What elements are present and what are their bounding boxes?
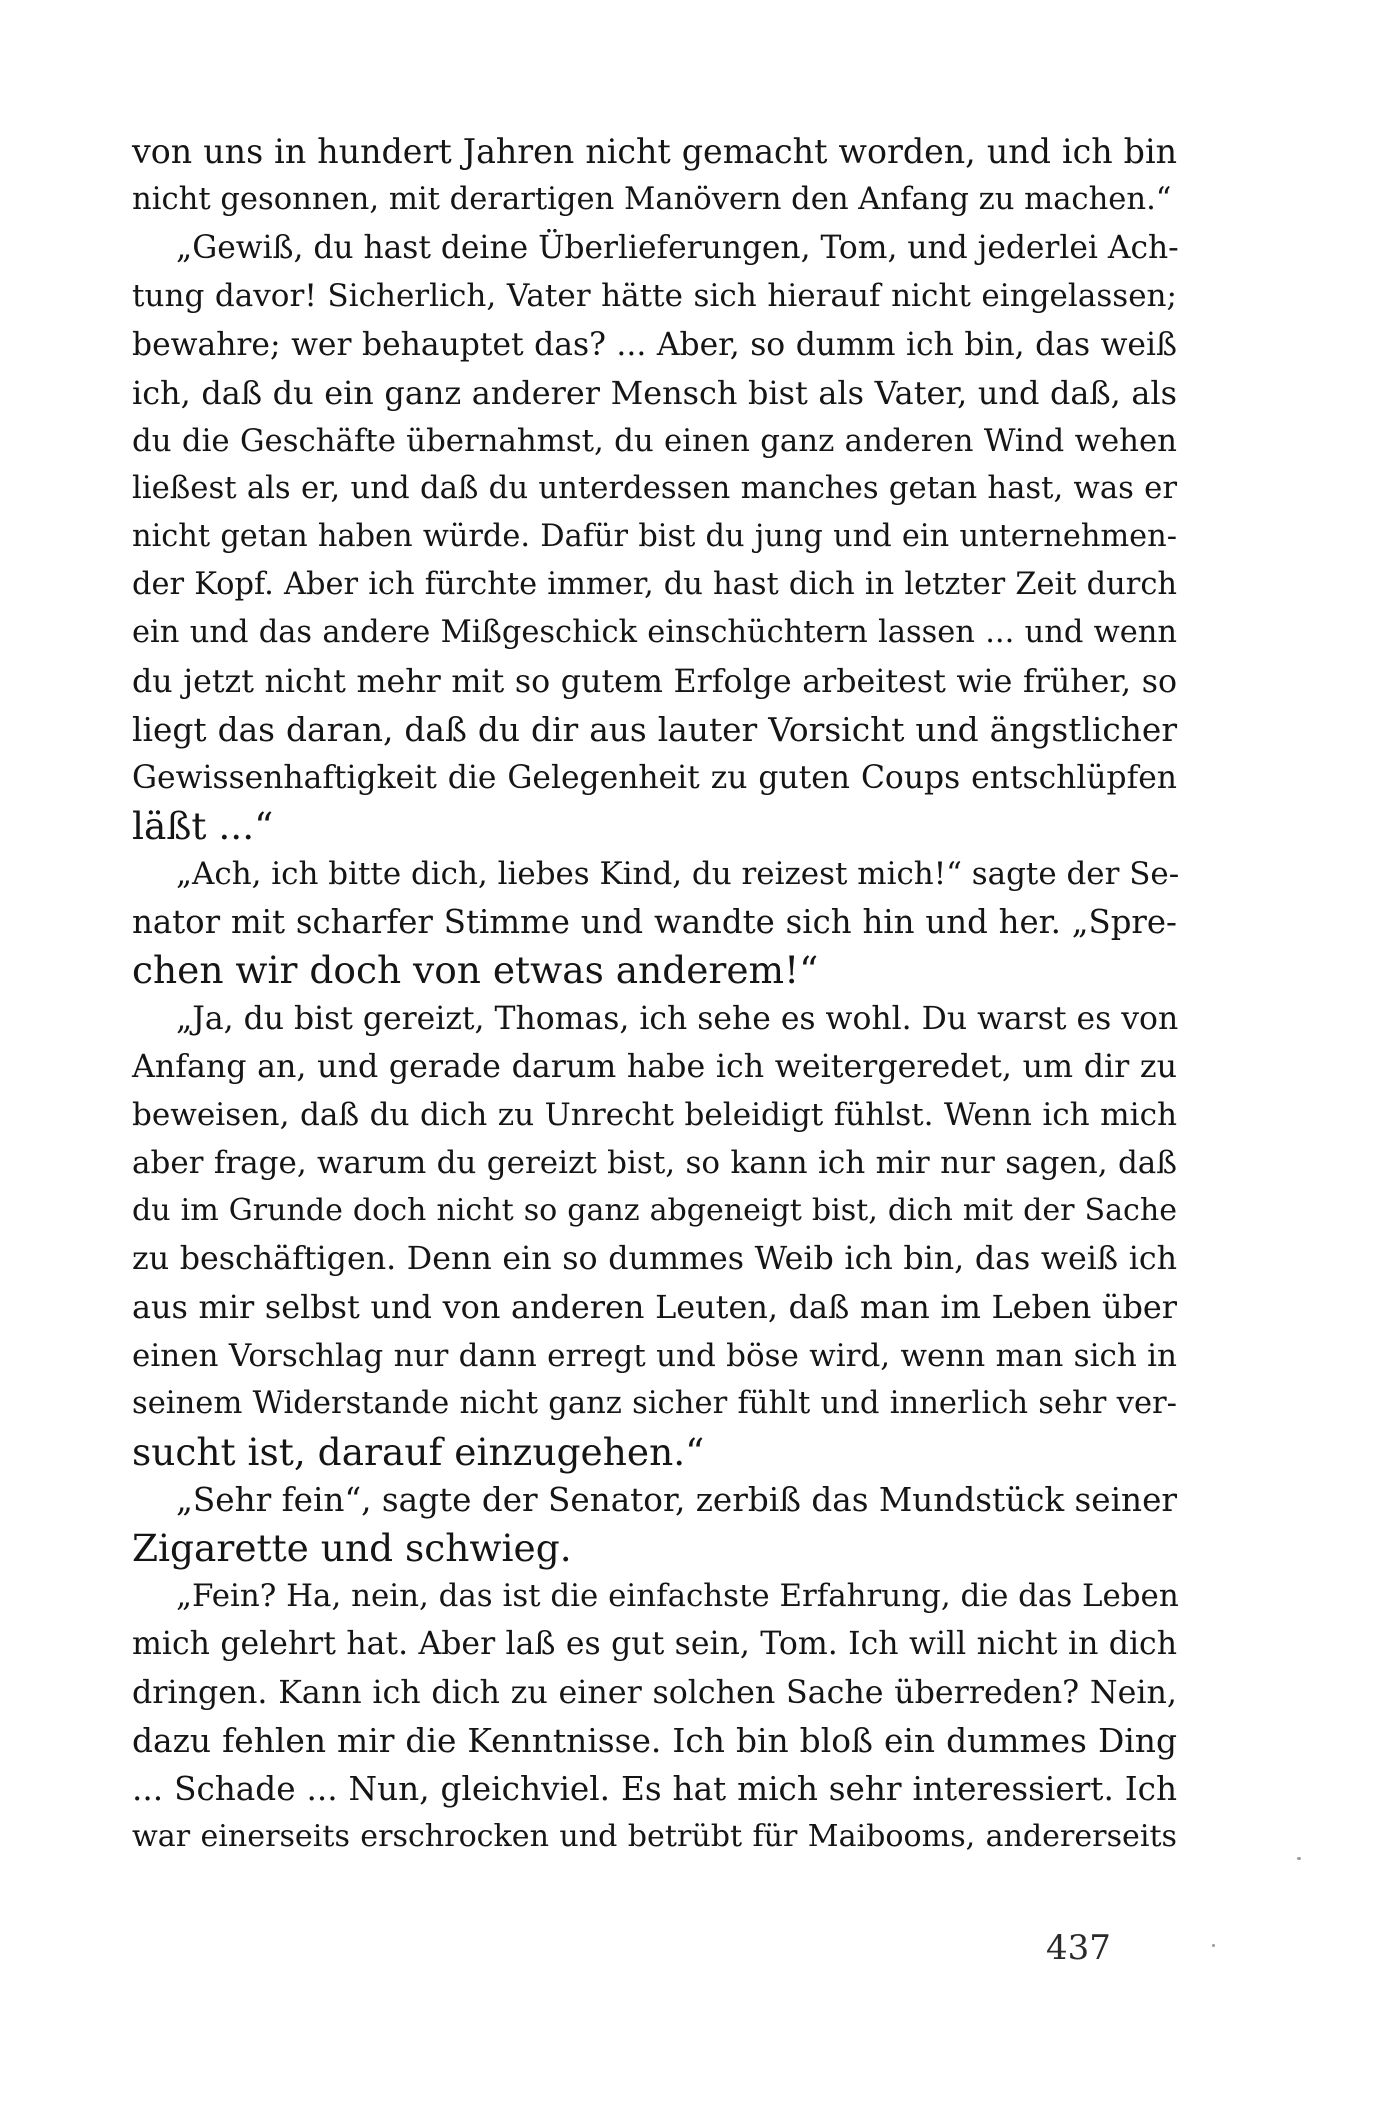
text-line: zu beschäftigen. Denn ein so dummes Weib ich bin, das weiß ich: [132, 1241, 1177, 1278]
text-line: von uns in hundert Jahren nicht gemacht worden, und ich bin: [132, 132, 1177, 171]
text-line: beweisen, daß du dich zu Unrecht beleidigt fühlst. Wenn ich mich: [132, 1096, 1177, 1133]
paper-speck: [1212, 1944, 1215, 1947]
text-line: Zigarette und schwieg.: [132, 1526, 572, 1571]
page-number: 437: [1046, 1928, 1111, 1968]
text-line: mich gelehrt hat. Aber laß es gut sein, Tom. Ich will nicht in dich: [132, 1626, 1177, 1663]
paper-speck: [1297, 1857, 1301, 1860]
text-line: tung davor! Sicherlich, Vater hätte sich hierauf nicht eingelassen;: [132, 278, 1177, 315]
text-line: du jetzt nicht mehr mit so gutem Erfolge arbeitest wie früher, so: [132, 663, 1177, 700]
text-line: „Gewiß, du hast deine Überlieferungen, Tom, und jederlei Ach-: [176, 230, 1179, 267]
text-line: „Ja, du bist gereizt, Thomas, ich sehe es wohl. Du warst es von: [176, 1000, 1179, 1037]
text-line: bewahre; wer behauptet das? ... Aber, so dumm ich bin, das weiß: [132, 326, 1177, 363]
text-line: du im Grunde doch nicht so ganz abgeneigt bist, dich mit der Sache: [132, 1193, 1177, 1229]
text-line: ließest als er, und daß du unterdessen manches getan hast, was er: [132, 470, 1177, 506]
text-line: ein und das andere Mißgeschick einschüchtern lassen ... und wenn: [132, 615, 1177, 651]
text-line: der Kopf. Aber ich fürchte immer, du hast dich in letzter Zeit durch: [132, 567, 1177, 603]
text-line: Gewissenhaftigkeit die Gelegenheit zu guten Coups entschlüpfen: [132, 759, 1177, 796]
text-line: war einerseits erschrocken und betrübt für Maibooms, andererseits: [132, 1818, 1177, 1854]
text-line: läßt ...“: [132, 803, 274, 848]
text-line: nator mit scharfer Stimme und wandte sich hin und her. „Spre-: [132, 903, 1177, 942]
text-line: „Sehr fein“, sagte der Senator, zerbiß das Mundstück seiner: [176, 1480, 1177, 1519]
text-line: „Fein? Ha, nein, das ist die einfachste Erfahrung, die das Leben: [176, 1578, 1179, 1615]
text-line: einen Vorschlag nur dann erregt und böse wird, wenn man sich in: [132, 1337, 1177, 1374]
text-line: sucht ist, darauf einzugehen.“: [132, 1429, 705, 1474]
text-line: Anfang an, und gerade darum habe ich weitergeredet, um dir zu: [132, 1048, 1177, 1085]
text-line: ... Schade ... Nun, gleichviel. Es hat mich sehr interessiert. Ich: [132, 1769, 1177, 1808]
text-line: aber frage, warum du gereizt bist, so kann ich mir nur sagen, daß: [132, 1144, 1177, 1181]
text-line: ich, daß du ein ganz anderer Mensch bist als Vater, und daß, als: [132, 373, 1177, 412]
text-line: chen wir doch von etwas anderem!“: [132, 948, 819, 993]
body-text: [132, 128, 1180, 1861]
text-line: aus mir selbst und von anderen Leuten, daß man im Leben über: [132, 1288, 1177, 1327]
text-line: dringen. Kann ich dich zu einer solchen Sache überreden? Nein,: [132, 1674, 1177, 1711]
text-line: nicht getan haben würde. Dafür bist du jung und ein unternehmen-: [132, 519, 1177, 555]
text-line: dazu fehlen mir die Kenntnisse. Ich bin bloß ein dummes Ding: [132, 1720, 1177, 1760]
text-line: liegt das daran, daß du dir aus lauter Vorsicht und ängstlicher: [132, 710, 1177, 749]
text-line: nicht gesonnen, mit derartigen Manövern den Anfang zu machen.“: [132, 182, 1172, 218]
text-line: „Ach, ich bitte dich, liebes Kind, du reizest mich!“ sagte der Se-: [176, 856, 1180, 893]
text-line: seinem Widerstande nicht ganz sicher fühlt und innerlich sehr ver-: [132, 1385, 1177, 1421]
text-line: du die Geschäfte übernahmst, du einen ganz anderen Wind wehen: [132, 422, 1177, 459]
